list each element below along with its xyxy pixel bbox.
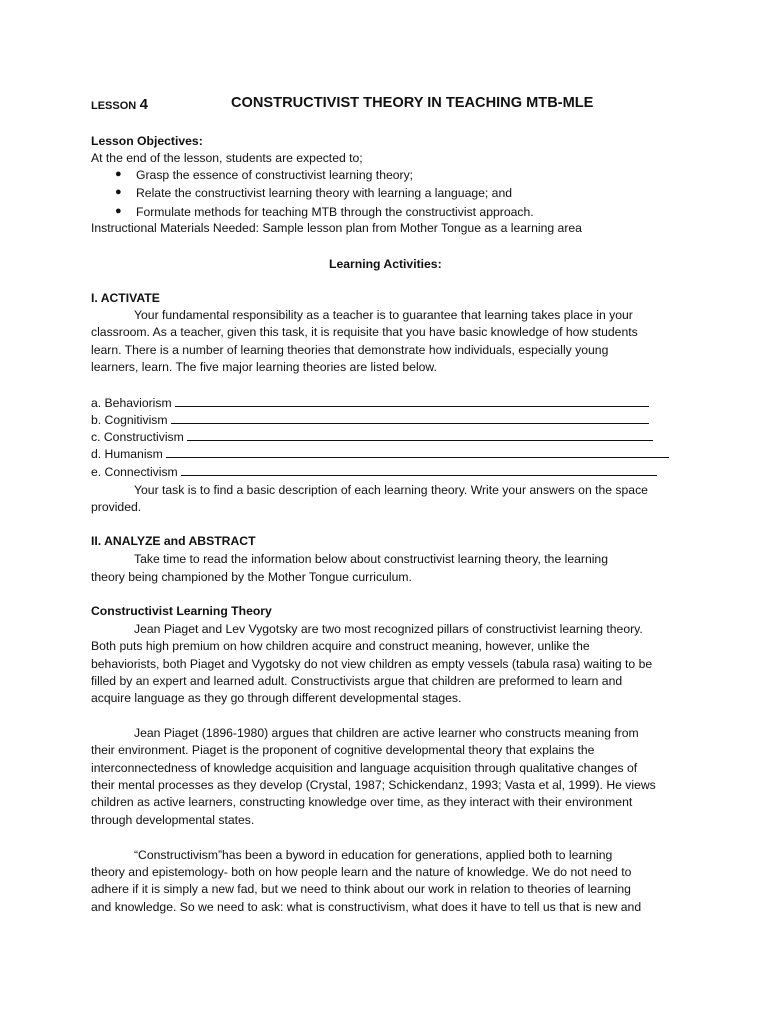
activate-line: learners, learn. The five major learning theories are listed below. [91,360,437,374]
paragraph-line: behaviorists, both Piaget and Vygotsky do not view children as empty vessels (tabula rasa) waiting to be [91,657,653,671]
bullet-icon: ● [115,168,122,180]
theory-answer-row [91,446,669,463]
lesson-label: LESSON [91,100,137,112]
paragraph-line: filled by an expert and learned adult. Constructivists argue that children are preformed to learn and [91,674,623,688]
paragraph-line: “Constructivism”has been a byword in education for generations, applied both to learning [134,848,613,862]
answer-blank-line[interactable] [171,412,649,424]
paragraph-line: acquire language as they go through different developmental stages. [91,691,462,705]
answer-blank-line[interactable] [187,429,653,441]
theory-label: b. Cognitivism [91,413,168,427]
theory-answer-row [91,412,649,429]
paragraph-line: through developmental states. [91,813,255,827]
objective-item: Relate the constructivist learning theory with learning a language; and [136,186,513,200]
answer-blank-line[interactable] [166,446,669,458]
activate-line: learn. There is a number of learning theories that demonstrate how individuals, especially young [91,343,609,357]
paragraph-line: interconnectedness of knowledge acquisition and language acquisition through qualitative changes of [91,761,638,775]
paragraph-line: their environment. Piaget is the proponent of cognitive developmental theory that explains the [91,743,595,757]
objectives-heading: Lesson Objectives: [91,134,203,148]
answer-blank-line[interactable] [175,395,649,407]
bullet-icon: ● [115,186,122,198]
objectives-intro: At the end of the lesson, students are expected to; [91,151,363,165]
theory-label: c. Constructivism [91,430,184,444]
activate-heading: I. ACTIVATE [91,291,160,305]
materials-needed: Instructional Materials Needed: Sample lesson plan from Mother Tongue as a learning area [91,221,582,235]
theory-answer-row [91,429,653,446]
paragraph-line: Both puts high premium on how children acquire and construct meaning, however, unlike the [91,639,590,653]
analyze-line: theory being championed by the Mother Tongue curriculum. [91,570,412,584]
activities-heading: Learning Activities: [329,257,442,271]
task-line: provided. [91,500,142,514]
answer-blank-line[interactable] [181,464,657,476]
paragraph-line: theory and epistemology- both on how people learn and the nature of knowledge. We do not need to [91,865,632,879]
paragraph-line: and knowledge. So we need to ask: what is constructivism, what does it have to tell us that is new and [91,900,642,914]
lesson-label-row [91,96,148,115]
activate-line: Your fundamental responsibility as a teacher is to guarantee that learning takes place in your [134,308,633,322]
paragraph-line: adhere if it is simply a new fad, but we need to think about our work in relation to theories of learning [91,882,631,896]
theory-label: e. Connectivism [91,465,178,479]
paragraph-line: their mental processes as they develop (Crystal, 1987; Schickendanz, 1993; Vasta et al, 1999). He views [91,778,656,792]
paragraph-line: Jean Piaget (1896-1980) argues that children are active learner who constructs meaning from [134,726,639,740]
paragraph-line: Jean Piaget and Lev Vygotsky are two most recognized pillars of constructivist learning theory. [134,622,643,636]
constructivist-heading: Constructivist Learning Theory [91,604,272,618]
paragraph-line: children as active learners, constructing knowledge over time, as they interact with their environment [91,795,633,809]
theory-answer-row [91,395,649,412]
objective-item: Formulate methods for teaching MTB through the constructivist approach. [136,205,534,219]
lesson-title: CONSTRUCTIVIST THEORY IN TEACHING MTB-MLE [231,95,594,111]
lesson-number: 4 [139,96,148,113]
analyze-heading: II. ANALYZE and ABSTRACT [91,534,256,548]
task-line: Your task is to find a basic description of each learning theory. Write your answers on the space [134,483,648,497]
theory-label: a. Behaviorism [91,396,172,410]
activate-line: classroom. As a teacher, given this task, it is requisite that you have basic knowledge of how students [91,325,638,339]
objective-item: Grasp the essence of constructivist learning theory; [136,168,414,182]
analyze-line: Take time to read the information below about constructivist learning theory, the learning [134,552,608,566]
theory-answer-row [91,464,657,481]
bullet-icon: ● [115,205,122,217]
theory-label: d. Humanism [91,447,163,461]
